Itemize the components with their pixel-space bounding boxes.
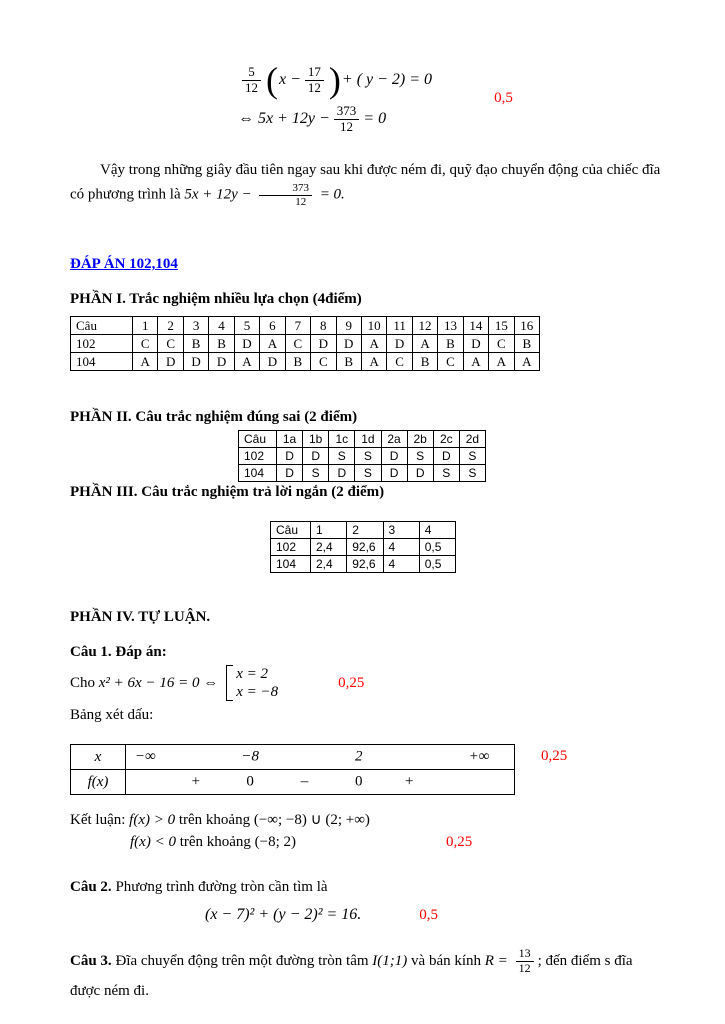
table-row [239, 448, 486, 465]
conclusion-text: trên khoảng [179, 834, 251, 851]
x-value: −8 [241, 748, 259, 765]
table-cell: B [183, 335, 208, 353]
table-header-cell: 9 [336, 317, 361, 335]
score-sign-table: 0,25 [541, 748, 568, 765]
sign-table-x-row [71, 745, 515, 770]
paragraph-line-2-prefix: có phương trình là [70, 186, 181, 203]
sign-table-fx-values [126, 770, 515, 795]
q1-case-1: x = 2 [236, 666, 268, 683]
table-cell: B [412, 353, 437, 371]
table-cell: C [489, 335, 514, 353]
table-cell: D [260, 353, 285, 371]
q1-conclusion-line-1 [70, 809, 665, 831]
table-cell: 4 [383, 556, 419, 573]
q3-text-3: ; đến điểm s đĩa được ném đi. [70, 953, 633, 1000]
conclusion-inequality: f(x) < 0 [130, 834, 176, 851]
fraction [259, 182, 312, 208]
derivation-block [70, 62, 665, 135]
table-cell: B [438, 335, 463, 353]
table-cell: A [489, 353, 514, 371]
paragraph-line-2-tail: = 0. [319, 186, 345, 203]
fraction-denominator: 12 [295, 195, 307, 208]
open-paren: ( [266, 60, 278, 100]
table-cell: A [361, 335, 386, 353]
score-q1-roots: 0,25 [338, 674, 365, 691]
fx-sign: – [300, 773, 309, 790]
table-cell: 104 [71, 353, 133, 371]
table-cell: D [329, 465, 355, 482]
fraction-numerator: 373 [259, 182, 312, 196]
table-cell: D [303, 448, 329, 465]
equation-tail: = 0 [363, 110, 387, 128]
table-cell: A [260, 335, 285, 353]
table-header-row [271, 522, 456, 539]
fraction-numerator: 13 [516, 947, 534, 962]
table-cell: S [355, 465, 381, 482]
table-header-cell: 8 [311, 317, 336, 335]
table-header-cell: 7 [285, 317, 310, 335]
table-row [271, 539, 456, 556]
table-cell: C [311, 353, 336, 371]
table-header-cell: 10 [361, 317, 386, 335]
fx-sign: + [191, 773, 201, 790]
derivation-equations [238, 62, 432, 135]
cases-bracket [226, 665, 233, 701]
multiple-choice-table [70, 316, 540, 371]
table-cell: D [234, 335, 259, 353]
table-cell: S [303, 465, 329, 482]
part2-heading: PHẦN II. Câu trắc nghiệm đúng sai (2 điểm) [70, 409, 358, 426]
q3-paragraph [70, 946, 665, 1006]
fraction-denominator: 12 [307, 79, 321, 95]
sign-table-x-label: x [71, 745, 126, 770]
table-header-cell: 11 [387, 317, 412, 335]
table-cell: D [407, 465, 433, 482]
table-cell: 102 [271, 539, 311, 556]
table-header-cell: 2 [347, 522, 383, 539]
conclusion-prefix: Kết luận: [70, 812, 126, 829]
x-value: −∞ [134, 748, 156, 765]
table-header-cell: Câu [271, 522, 311, 539]
table-header-cell: 15 [489, 317, 514, 335]
table-row [239, 465, 486, 482]
table-cell: D [277, 448, 303, 465]
fraction [305, 65, 324, 96]
table-cell: D [311, 335, 336, 353]
fraction [516, 947, 534, 976]
table-header-cell: 2c [433, 431, 459, 448]
q2-equation: (x − 7)² + (y − 2)² = 16. [205, 906, 362, 924]
table-header-cell: Câu [71, 317, 133, 335]
table-cell: 102 [71, 335, 133, 353]
table-header-cell: 16 [514, 317, 539, 335]
sign-table-fx-label: f(x) [71, 770, 126, 795]
fraction-numerator: 17 [305, 65, 324, 81]
table-cell: 92,6 [347, 539, 383, 556]
sign-table [70, 744, 515, 795]
table-cell: S [407, 448, 433, 465]
table-header-cell: Câu [239, 431, 277, 448]
table-cell: D [183, 353, 208, 371]
table-cell: A [133, 353, 158, 371]
table-cell: D [209, 353, 234, 371]
conclusion-paragraph [70, 159, 665, 208]
q1-label: Câu 1. Đáp án: [70, 644, 167, 661]
fraction-denominator: 12 [245, 79, 258, 95]
q2-text: Phương trình đường tròn cần tìm là [115, 879, 328, 896]
table-cell: 2,4 [311, 556, 347, 573]
table-cell: B [209, 335, 234, 353]
table-header-row [71, 317, 540, 335]
cases-values [233, 665, 278, 701]
q3-radius-lead: R = [484, 953, 508, 970]
table-cell: D [381, 465, 407, 482]
paragraph-line-1: Vậy trong những giây đầu tiên ngay sau khi được ném đi, quỹ đạo chuyển động của chiếc đĩa [100, 161, 661, 178]
table-header-cell: 1a [277, 431, 303, 448]
table-header-cell: 5 [234, 317, 259, 335]
sign-table-x-values [126, 745, 515, 770]
table-header-row [239, 431, 486, 448]
table-cell: 0,5 [419, 539, 455, 556]
answer-key-title: ĐÁP ÁN 102,104 [70, 256, 178, 273]
fraction-denominator: 12 [340, 118, 354, 134]
table-cell: C [438, 353, 463, 371]
x-value: +∞ [468, 748, 490, 765]
q3-circle-center: I(1;1) [372, 953, 408, 970]
conclusion-text: trên khoảng [178, 812, 251, 829]
table-cell: D [277, 465, 303, 482]
table-cell: A [412, 335, 437, 353]
table-cell: C [133, 335, 158, 353]
fraction-denominator: 12 [518, 961, 531, 976]
part4-heading: PHẦN IV. TỰ LUẬN. [70, 609, 211, 626]
table-cell: A [514, 353, 539, 371]
derivation-equation-1 [238, 62, 432, 98]
part3-heading: PHẦN III. Câu trắc nghiệm trả lời ngắn (2 điểm) [70, 484, 385, 501]
close-paren: ) [328, 60, 341, 100]
table-cell: D [336, 335, 361, 353]
q2-equation-row [70, 906, 665, 924]
table-cell: S [433, 465, 459, 482]
sign-table-row [70, 744, 665, 795]
table-cell: 104 [271, 556, 311, 573]
q1-case-2: x = −8 [236, 684, 279, 701]
table-cell: D [387, 335, 412, 353]
equation-body: x − [279, 71, 301, 88]
table-cell: S [329, 448, 355, 465]
conclusion-inequality: f(x) > 0 [129, 812, 176, 829]
table-cell: S [459, 465, 485, 482]
table-cell: 104 [239, 465, 277, 482]
q1-given-prefix: Cho [70, 674, 96, 691]
q1-given-equation: x² + 6x − 16 = 0 ⇔ [98, 674, 219, 691]
table-header-cell: 1d [355, 431, 381, 448]
table-header-cell: 2d [459, 431, 485, 448]
score-derivation: 0,5 [494, 89, 513, 106]
x-value: 2 [355, 748, 363, 765]
table-header-cell: 6 [260, 317, 285, 335]
part1-heading: PHẦN I. Trắc nghiệm nhiều lựa chọn (4điểm) [70, 291, 362, 308]
sign-table-fx-row [71, 770, 515, 795]
table-cell: C [387, 353, 412, 371]
table-cell: 2,4 [311, 539, 347, 556]
table-cell: D [381, 448, 407, 465]
table-row [71, 335, 540, 353]
table-cell: A [463, 353, 488, 371]
table-header-cell: 2 [158, 317, 183, 335]
score-conclusion: 0,25 [446, 834, 473, 851]
table-cell: A [234, 353, 259, 371]
table-cell: 92,6 [347, 556, 383, 573]
table-cell: D [158, 353, 183, 371]
q1-conclusion-line-2 [70, 831, 665, 853]
table-cell: C [285, 335, 310, 353]
q1-conclusion [70, 809, 665, 853]
table-header-cell: 2a [381, 431, 407, 448]
q2-line [70, 879, 665, 896]
table-header-cell: 13 [438, 317, 463, 335]
q1-solution-cases [226, 665, 278, 701]
fraction [334, 104, 360, 135]
table-header-cell: 1b [303, 431, 329, 448]
short-answer-table [270, 521, 456, 573]
score-q2: 0,5 [419, 906, 439, 923]
true-false-table [238, 430, 486, 482]
q1-given-row [70, 665, 665, 701]
sign-table-label: Bảng xét dấu: [70, 707, 154, 724]
conclusion-interval: (−8; 2) [254, 834, 297, 851]
table-row [71, 353, 540, 371]
table-header-cell: 1c [329, 431, 355, 448]
table-cell: S [459, 448, 485, 465]
table-cell: A [361, 353, 386, 371]
fraction-numerator: 373 [334, 104, 360, 120]
table-row [271, 556, 456, 573]
table-header-cell: 3 [383, 522, 419, 539]
q3-text-2: và bán kính [411, 953, 482, 970]
table-cell: S [355, 448, 381, 465]
table-header-cell: 1 [311, 522, 347, 539]
table-header-cell: 14 [463, 317, 488, 335]
q2-label: Câu 2. [70, 879, 112, 896]
derivation-equation-2 [238, 104, 432, 135]
fraction-numerator: 5 [242, 65, 261, 81]
table-cell: 102 [239, 448, 277, 465]
table-header-cell: 4 [419, 522, 455, 539]
table-header-cell: 3 [183, 317, 208, 335]
table-header-cell: 12 [412, 317, 437, 335]
table-cell: B [285, 353, 310, 371]
fraction [242, 65, 261, 96]
table-cell: 4 [383, 539, 419, 556]
table-cell: 0,5 [419, 556, 455, 573]
paragraph-line-2-math: 5x + 12y − [184, 186, 252, 203]
q3-label: Câu 3. [70, 953, 112, 970]
table-cell: D [433, 448, 459, 465]
q3-text-1: Đĩa chuyển động trên một đường tròn tâm [115, 953, 369, 970]
equation-tail: + ( y − 2) = 0 [341, 71, 433, 88]
fx-sign: 0 [355, 773, 363, 790]
table-header-cell: 2b [407, 431, 433, 448]
equation-lead: ⇔ 5x + 12y − [238, 110, 330, 128]
table-cell: D [463, 335, 488, 353]
table-cell: B [514, 335, 539, 353]
table-header-cell: 1 [133, 317, 158, 335]
table-header-cell: 4 [209, 317, 234, 335]
table-cell: B [336, 353, 361, 371]
table-cell: C [158, 335, 183, 353]
fx-sign: 0 [246, 773, 254, 790]
conclusion-interval: (−∞; −8) ∪ (2; +∞) [253, 812, 370, 829]
fx-sign: + [405, 773, 414, 790]
